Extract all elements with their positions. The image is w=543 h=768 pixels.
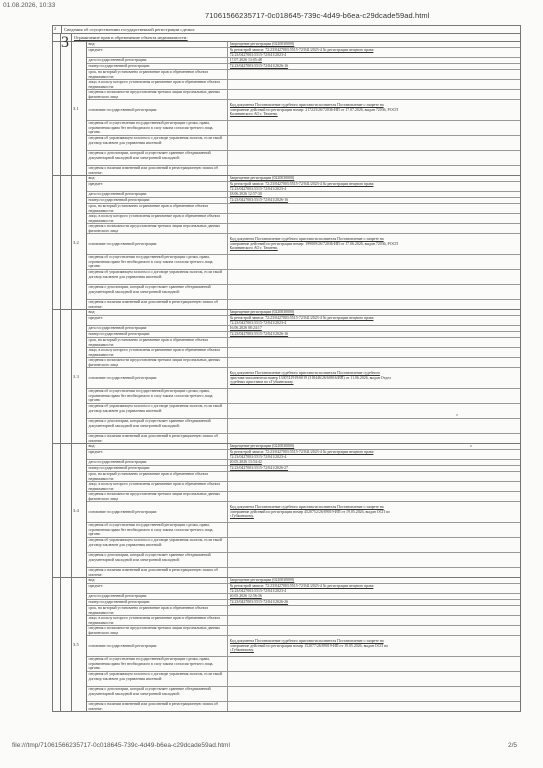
table-row — [87, 616, 520, 626]
value-line: 72:23/0427003:5515-72/041/2026-16 — [229, 64, 289, 69]
value-line: совершение действий по регистрации номер: 217223/26/72036-ИП от 17.07.2026, выдан 72036, РОСП — [229, 107, 399, 112]
field-value — [228, 316, 520, 325]
value-line: совершение действий по регистрации номер: 199009/26/72036-ИП от 17.06.2026, выдан 72036, РОСП — [229, 241, 399, 246]
value-line: 72:23/0427003:5515-72/041/2023-4 — [229, 454, 287, 459]
value-line: № регистрой записи: 72:23/0427003:5515-72/041/2023-4 № регистрации вещного права — [229, 316, 374, 321]
table-row — [87, 338, 520, 348]
field-label: основание государственной регистрации: — [87, 234, 228, 254]
field-label: сведения об управляющем залогом и о договоре управления залогом, если такой договор заключен для управления ипотекой: — [87, 136, 228, 150]
field-label: срок, на который установлено ограничение прав и обременение объекта недвижимости: — [87, 204, 228, 213]
field-value — [228, 332, 520, 337]
field-label: вид: — [87, 42, 228, 47]
encumbrance-section — [53, 176, 521, 310]
field-value — [228, 192, 520, 197]
table-row — [87, 568, 520, 577]
value-line: Код документа Постановление судебного пристава-исполнителя Постановление судебного — [229, 371, 381, 376]
extract-table — [52, 25, 521, 712]
table-row — [87, 482, 520, 492]
table-row — [87, 182, 520, 192]
table-row — [53, 26, 521, 34]
table-row — [87, 80, 520, 90]
table-row — [87, 368, 520, 389]
field-value — [228, 270, 520, 284]
value-line: 16.06.2026 08:24:17 — [229, 326, 262, 331]
value-line: 72:23/0427003:5515-72/041/2026-27 — [229, 466, 289, 471]
field-label: предмет: — [87, 316, 228, 325]
value-line: Запрещение регистрации (0220030000) — [229, 444, 295, 449]
field-label: лицо, в пользу которого установлены ограничение прав и обременение объекта недвижимости: — [87, 214, 228, 223]
field-label: сведения об осуществлении государственной регистрации сделки, права, ограничения права без необходимого в силу закона согласия третьего лица, органа: — [87, 523, 228, 537]
table-row — [87, 657, 520, 672]
value-line: 72:23/0427003:5515-72/041/2026-26 — [229, 600, 289, 605]
value-line: Код документа Постановление судебного пристава-исполнителя Постановление о запрете на — [229, 103, 384, 108]
field-label: предмет: — [87, 48, 228, 57]
field-value — [228, 702, 520, 711]
field-label: номер государственной регистрации: — [87, 64, 228, 69]
table-row — [87, 687, 520, 702]
row-heading: Ограничение прав и обременение объекта недвижимости: — [74, 35, 188, 40]
section-number: 3.3 — [72, 310, 87, 443]
table-row — [87, 492, 520, 502]
value-line: 72:23/0427003:5515-72/041/2023-4 — [229, 320, 287, 325]
field-value — [228, 70, 520, 79]
field-value — [228, 100, 520, 120]
field-label: лицо, в пользу которого установлены ограничение прав и обременение объекта недвижимости: — [87, 616, 228, 625]
field-value — [228, 58, 520, 63]
field-value — [228, 584, 520, 593]
field-value — [228, 255, 520, 269]
scan-artifact — [470, 445, 472, 447]
field-value — [228, 444, 520, 449]
field-value — [228, 368, 520, 388]
value-line: Запрещение регистрации (0220030000) — [229, 310, 295, 315]
table-row — [87, 502, 520, 523]
field-label: номер государственной регистрации: — [87, 466, 228, 471]
field-value — [228, 348, 520, 357]
print-date: 01.08.2026, 10:33 — [3, 2, 56, 9]
encumbrance-section — [53, 42, 521, 176]
value-line: 17.07.2026 13:05:48 — [229, 58, 262, 63]
table-row — [87, 672, 520, 687]
field-value — [228, 600, 520, 605]
table-row — [87, 316, 520, 326]
field-label: вид: — [87, 578, 228, 583]
field-label: вид: — [87, 444, 228, 449]
value-line: Код документа Постановление судебного пристава-исполнителя Постановление о запрете на — [229, 237, 384, 242]
table-row — [87, 214, 520, 224]
table-row — [87, 121, 520, 136]
field-label: сведения об управляющем залогом и о договоре управления залогом, если такой договор заключен для управления ипотекой: — [87, 404, 228, 418]
section-number: 3.5 — [72, 578, 87, 711]
table-row — [87, 348, 520, 358]
field-label: дата государственной регистрации: — [87, 594, 228, 599]
table-row — [87, 90, 520, 100]
field-value — [228, 176, 520, 181]
field-value — [228, 616, 520, 625]
encumbrance-section — [53, 310, 521, 444]
field-value — [228, 606, 520, 615]
field-value — [228, 636, 520, 656]
value-line: 72:23/0427003:5515-72/041/2023-4 — [229, 186, 287, 191]
field-label: дата государственной регистрации: — [87, 58, 228, 63]
table-row — [87, 285, 520, 300]
field-value — [228, 80, 520, 89]
field-label: сведения о возможности предоставления третьим лицам персональных данных физического лица — [87, 90, 228, 99]
field-label: основание государственной регистрации: — [87, 636, 228, 656]
table-row — [87, 472, 520, 482]
table-row — [87, 358, 520, 368]
table-row — [87, 151, 520, 166]
field-value — [228, 434, 520, 443]
field-label: сведения о наличии изменений или дополнений в регистрационную запись об ипотеке: — [87, 166, 228, 175]
table-row — [87, 450, 520, 460]
table-row — [87, 538, 520, 553]
row-number: 2 — [53, 26, 62, 33]
field-label: номер государственной регистрации: — [87, 332, 228, 337]
field-value — [228, 64, 520, 69]
table-row — [87, 270, 520, 285]
field-label: вид: — [87, 176, 228, 181]
value-line: 72:23/0427003:5515-72/041/2026-16 — [229, 198, 289, 203]
field-value — [228, 492, 520, 501]
value-line: Калининского АО г. Тюмени. — [229, 246, 278, 251]
field-label: сведения о депозитарии, который осуществляет хранение обездвиженной документарной закладной или электронной закладной: — [87, 151, 228, 165]
field-label: предмет: — [87, 182, 228, 191]
field-label: номер государственной регистрации: — [87, 600, 228, 605]
field-value — [228, 466, 520, 471]
field-value — [228, 151, 520, 165]
field-label: сведения о наличии изменений или дополнений в регистрационную запись об ипотеке: — [87, 702, 228, 711]
field-label: основание государственной регистрации: — [87, 502, 228, 522]
table-row — [87, 434, 520, 443]
field-label: предмет: — [87, 450, 228, 459]
table-row — [87, 606, 520, 616]
table-row — [87, 389, 520, 404]
table-row — [87, 48, 520, 58]
field-value — [228, 404, 520, 418]
encumbrance-section — [53, 444, 521, 578]
field-value — [228, 285, 520, 299]
field-label: лицо, в пользу которого установлены ограничение прав и обременение объекта недвижимости: — [87, 482, 228, 491]
field-label: срок, на который установлено ограничение прав и обременение объекта недвижимости: — [87, 338, 228, 347]
table-row — [87, 419, 520, 434]
field-value — [228, 90, 520, 99]
field-value — [228, 121, 520, 135]
field-label: сведения о возможности предоставления третьим лицам персональных данных физического лица — [87, 358, 228, 367]
field-label: сведения об управляющем залогом и о договоре управления залогом, если такой договор заключен для управления ипотекой: — [87, 538, 228, 552]
field-label: лицо, в пользу которого установлены ограничение прав и обременение объекта недвижимости: — [87, 348, 228, 357]
section-number: 3.1 — [72, 42, 87, 175]
table-row — [87, 584, 520, 594]
field-label: номер государственной регистрации: — [87, 198, 228, 203]
value-line: 20.05.2026 12:56:36 — [229, 594, 262, 599]
field-value — [228, 419, 520, 433]
field-value — [228, 198, 520, 203]
value-line: 20.05.2026 13:54:42 — [229, 460, 262, 465]
field-value — [228, 224, 520, 233]
value-line: 72:23/0427003:5515-72/041/2023-4 — [229, 52, 287, 57]
field-label: основание государственной регистрации: — [87, 368, 228, 388]
field-label: сведения о депозитарии, который осуществляет хранение обездвиженной документарной закладной или электронной закладной: — [87, 285, 228, 299]
field-value — [228, 472, 520, 481]
table-row — [87, 234, 520, 255]
field-value — [228, 234, 520, 254]
field-value — [228, 136, 520, 150]
value-line: № регистрой записи: 72:23/0427003:5515-72/041/2023-4 № регистрации вещного права — [229, 182, 374, 187]
field-value — [228, 358, 520, 367]
value-line: совершение действий по регистрации номер 4520752/26/89019-ИП от 19.05.2026, выдан ОСП по — [229, 509, 390, 514]
table-row — [87, 300, 520, 309]
field-value — [228, 594, 520, 599]
field-label: срок, на который установлено ограничение прав и обременение объекта недвижимости: — [87, 70, 228, 79]
table-row — [87, 136, 520, 151]
value-line: Калининского АО г. Тюмени. — [229, 112, 278, 117]
value-line: г.Губкинскому. — [229, 648, 254, 653]
field-value — [228, 166, 520, 175]
field-label: сведения о депозитарии, который осуществляет хранение обездвиженной документарной закладной или электронной закладной: — [87, 553, 228, 567]
field-label: сведения об осуществлении государственной регистрации сделки, права, ограничения права без необходимого в силу закона согласия третьего лица, органа: — [87, 121, 228, 135]
page-number: 2/5 — [508, 742, 518, 749]
field-label: срок, на который установлено ограничение прав и обременение объекта недвижимости: — [87, 606, 228, 615]
field-label: сведения о наличии изменений или дополнений в регистрационную запись об ипотеке: — [87, 568, 228, 577]
field-label: дата государственной регистрации: — [87, 192, 228, 197]
field-label: сведения об осуществлении государственной регистрации сделки, права, ограничения права без необходимого в силу закона согласия третьего лица, органа: — [87, 657, 228, 671]
value-line: 72:23/0427003:5515-72/041/2023-4 — [229, 588, 287, 593]
field-label: сведения об управляющем залогом и о договоре управления залогом, если такой договор заключен для управления ипотекой: — [87, 672, 228, 686]
encumbrance-sections — [53, 42, 521, 712]
field-value — [228, 182, 520, 191]
document-title: 71061566235717-0c018645-739c-4d49-b6ea-c29dcade59ad.html — [205, 11, 430, 20]
value-line: Запрещение регистрации (0220030000) — [229, 42, 295, 47]
table-row — [87, 523, 520, 538]
table-row — [87, 224, 520, 234]
table-row — [87, 204, 520, 214]
field-label: сведения об осуществлении государственной регистрации сделки, права, ограничения права без необходимого в силу закона согласия третьего лица, органа: — [87, 389, 228, 403]
field-label: сведения о депозитарии, который осуществляет хранение обездвиженной документарной закладной или электронной закладной: — [87, 687, 228, 701]
field-label: предмет: — [87, 584, 228, 593]
field-label: лицо, в пользу которого установлены ограничение прав и обременение объекта недвижимости: — [87, 80, 228, 89]
field-value — [228, 687, 520, 701]
field-label: дата государственной регистрации: — [87, 326, 228, 331]
field-label: сведения о возможности предоставления третьим лицам персональных данных физического лица — [87, 626, 228, 635]
row-number: 3 — [61, 34, 72, 41]
field-value — [228, 538, 520, 552]
field-value — [228, 300, 520, 309]
value-line: № регистрой записи: 72:23/0427003:5515-72/041/2023-4 № регистрации вещного права — [229, 584, 374, 589]
field-label: сведения о наличии изменений или дополнений в регистрационную запись об ипотеке: — [87, 434, 228, 443]
field-label: вид: — [87, 310, 228, 315]
row-heading: Сведения об осуществлении государственной регистрации сделки: — [64, 27, 196, 32]
value-line: № регистрой записи: 72:23/0427003:5515-72/041/2023-4 № регистрации вещного права — [229, 450, 374, 455]
value-line: Запрещение регистрации (0220030000) — [229, 578, 295, 583]
field-value — [228, 310, 520, 315]
value-line: 72:23/0427003:5515-72/041/2026-16 — [229, 332, 289, 337]
value-line: г.Губкинскому. — [229, 514, 254, 519]
table-row — [87, 70, 520, 80]
section-number: 3.4 — [72, 444, 87, 577]
field-value — [228, 578, 520, 583]
scan-artifact — [456, 414, 458, 416]
table-row — [87, 404, 520, 419]
encumbrance-section — [53, 578, 521, 712]
value-line: Запрещение регистрации (0220030000) — [229, 176, 295, 181]
value-line: пристава-исполнителя номер 1330741919/6019 (318446/26/60016/ИП) от 11.06.2026, выдан Отдел — [229, 375, 391, 380]
field-value — [228, 553, 520, 567]
field-value — [228, 460, 520, 465]
field-value — [228, 214, 520, 223]
field-value — [228, 326, 520, 331]
table-row — [87, 553, 520, 568]
field-label: срок, на который установлено ограничение прав и обременение объекта недвижимости: — [87, 472, 228, 481]
field-label: основание государственной регистрации: — [87, 100, 228, 120]
value-line: Код документа Постановление судебного пристава-исполнителя Постановление о запрете на — [229, 639, 384, 644]
field-label: сведения об осуществлении государственной регистрации сделки, права, ограничения права без необходимого в силу закона согласия третьего лица, органа: — [87, 255, 228, 269]
table-row — [87, 100, 520, 121]
field-value — [228, 568, 520, 577]
footer-url: file:///tmp/71061566235717-0c018645-739c-4d49-b6ea-c29dcade59ad.html — [12, 742, 230, 749]
field-value — [228, 204, 520, 213]
field-value — [228, 42, 520, 47]
table-row — [87, 255, 520, 270]
table-row — [87, 626, 520, 636]
field-value — [228, 523, 520, 537]
value-line: 18.06.2026 12:57:30 — [229, 192, 262, 197]
field-value — [228, 672, 520, 686]
section-number: 3.2 — [72, 176, 87, 309]
field-value — [228, 657, 520, 671]
field-value — [228, 48, 520, 57]
field-label: дата государственной регистрации: — [87, 460, 228, 465]
value-line: совершение действий по регистрации номер 152077/26/89019-ИП от 19.05.2026, выдан ОСП по — [229, 643, 389, 648]
table-row — [87, 702, 520, 711]
field-value — [228, 502, 520, 522]
field-label: сведения о наличии изменений или дополнений в регистрационную запись об ипотеке: — [87, 300, 228, 309]
field-value — [228, 450, 520, 459]
field-label: сведения о возможности предоставления третьим лицам персональных данных физического лица — [87, 492, 228, 501]
field-value — [228, 389, 520, 403]
field-label: сведения об управляющем залогом и о договоре управления залогом, если такой договор заключен для управления ипотекой: — [87, 270, 228, 284]
field-label: сведения о депозитарии, который осуществляет хранение обездвиженной документарной закладной или электронной закладной: — [87, 419, 228, 433]
table-row — [87, 166, 520, 175]
field-value — [228, 338, 520, 347]
field-label: сведения о возможности предоставления третьим лицам персональных данных физического лица — [87, 224, 228, 233]
value-line: судебных приставов по г.Губкинскому. — [229, 380, 294, 385]
value-line: № регистрой записи: 72:23/0427003:5515-72/041/2023-4 № регистрации вещного права — [229, 48, 374, 53]
field-value — [228, 482, 520, 491]
table-row — [87, 636, 520, 657]
value-line: Код документа Постановление судебного пристава-исполнителя Постановление о запрете на — [229, 505, 384, 510]
field-value — [228, 626, 520, 635]
